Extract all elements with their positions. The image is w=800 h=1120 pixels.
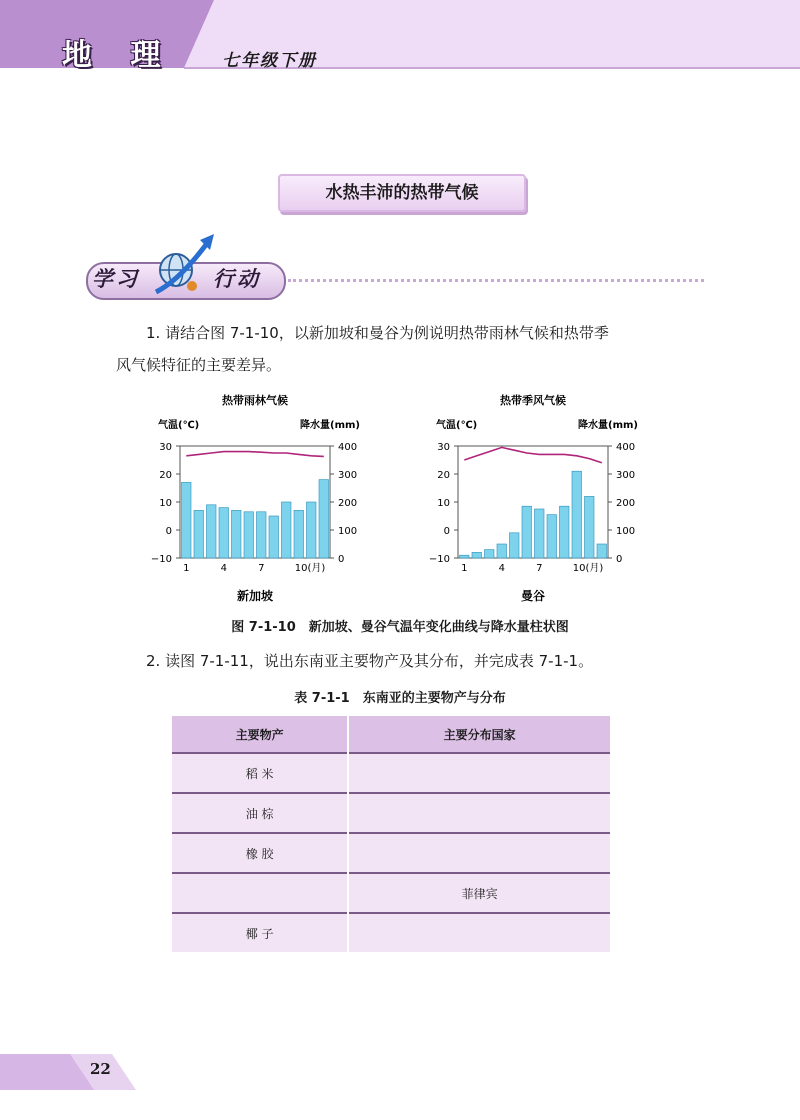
precip-bar [232, 510, 242, 558]
table-row [172, 873, 611, 913]
globe-arrow-icon [146, 232, 218, 298]
temp-tick-label: −10 [150, 554, 172, 565]
table-row [172, 913, 611, 952]
question1-line1: 1. 请结合图 7-1-10，以新加坡和曼谷为例说明热带雨林气候和热带季 [146, 324, 609, 342]
precip-tick-label: 0 [338, 554, 345, 565]
figure-caption: 图 7-1-10 新加坡、曼谷气温年变化曲线与降水量柱状图 [231, 620, 569, 635]
temp-tick-label: 20 [437, 470, 450, 481]
precip-bar [307, 502, 317, 558]
table-cell-countries[interactable] [348, 913, 611, 952]
x-tick-label: 10(月) [294, 563, 326, 574]
chart-title: 热带雨林气候 [222, 394, 288, 407]
precip-bar [597, 544, 607, 558]
table-cell-countries[interactable] [348, 833, 611, 873]
precip-bar [194, 510, 204, 558]
right-axis-label: 降水量(mm) [300, 420, 360, 431]
table-cell-product: 橡 胶 [172, 833, 348, 873]
chart-bangkok [418, 386, 718, 616]
temp-tick-label: 0 [165, 526, 172, 537]
x-tick-label: 1 [183, 563, 190, 574]
temp-tick-label: 10 [159, 498, 172, 509]
precip-bar [560, 506, 570, 558]
left-axis-label: 气温(℃) [158, 420, 200, 431]
page-number: 22 [90, 1060, 111, 1078]
page-number-tab [0, 1052, 140, 1092]
precip-tick-label: 0 [616, 554, 623, 565]
precip-tick-label: 200 [616, 498, 636, 509]
precip-bar [269, 516, 279, 558]
subject-title: 地 理 [62, 38, 175, 73]
dotted-divider [288, 279, 704, 282]
precip-bar [294, 510, 304, 558]
precip-tick-label: 100 [616, 526, 636, 537]
precip-tick-label: 400 [616, 442, 636, 453]
precip-bar [585, 496, 595, 558]
question2: 2. 读图 7-1-11，说出东南亚主要物产及其分布，并完成表 7-1-1。 [146, 652, 594, 670]
precip-bar [547, 515, 557, 558]
table-row [172, 833, 611, 873]
section-title: 水热丰沛的热带气候 [278, 174, 526, 212]
x-tick-label: 7 [258, 563, 265, 574]
precip-bar [207, 505, 217, 558]
temp-tick-label: 20 [159, 470, 172, 481]
precip-bar [572, 471, 582, 558]
action-banner-left-text: 学习 [92, 267, 140, 291]
table-header-row [172, 716, 611, 753]
precip-tick-label: 400 [338, 442, 358, 453]
x-tick-label: 4 [220, 563, 227, 574]
table-row [172, 793, 611, 833]
x-tick-label: 1 [461, 563, 468, 574]
precip-bar [485, 550, 495, 558]
precip-bar [522, 506, 532, 558]
precip-tick-label: 200 [338, 498, 358, 509]
table-header-product: 主要物产 [172, 716, 348, 753]
city-label: 新加坡 [236, 589, 274, 603]
precip-tick-label: 100 [338, 526, 358, 537]
left-axis-label: 气温(℃) [436, 420, 478, 431]
x-tick-label: 4 [498, 563, 505, 574]
precip-bar [535, 509, 545, 558]
table-header-countries: 主要分布国家 [348, 716, 611, 753]
temp-tick-label: 30 [159, 442, 172, 453]
table-cell-product: 稻 米 [172, 753, 348, 793]
precip-bar [244, 512, 254, 558]
precip-bar [497, 544, 507, 558]
precip-bar [472, 552, 482, 558]
table-cell-countries[interactable] [348, 793, 611, 833]
table-cell-product: 油 棕 [172, 793, 348, 833]
chart-singapore [140, 386, 440, 616]
table-caption: 表 7-1-1 东南亚的主要物产与分布 [294, 691, 506, 706]
x-tick-label: 7 [536, 563, 543, 574]
precip-bar [282, 502, 292, 558]
city-label: 曼谷 [520, 589, 546, 603]
x-tick-label: 10(月) [572, 563, 604, 574]
right-axis-label: 降水量(mm) [578, 420, 638, 431]
precip-bar [319, 480, 329, 558]
action-banner-right-text: 行动 [213, 267, 261, 291]
table-cell-countries[interactable] [348, 753, 611, 793]
precip-bar [182, 482, 192, 558]
question1-line2: 风气候特征的主要差异。 [116, 356, 282, 374]
table-cell-countries: 菲律宾 [348, 873, 611, 913]
precip-bar [257, 512, 267, 558]
temp-tick-label: 10 [437, 498, 450, 509]
products-table [172, 716, 612, 952]
precip-tick-label: 300 [616, 470, 636, 481]
chart-title: 热带季风气候 [500, 394, 566, 407]
grade-label: 七年级下册 [222, 51, 317, 71]
precip-bar [460, 555, 470, 558]
table-row [172, 753, 611, 793]
table-cell-product[interactable] [172, 873, 348, 913]
precip-bar [219, 508, 229, 558]
precip-bar [510, 533, 520, 558]
temp-tick-label: 30 [437, 442, 450, 453]
precip-tick-label: 300 [338, 470, 358, 481]
table-cell-product: 椰 子 [172, 913, 348, 952]
temp-tick-label: 0 [443, 526, 450, 537]
temp-tick-label: −10 [428, 554, 450, 565]
